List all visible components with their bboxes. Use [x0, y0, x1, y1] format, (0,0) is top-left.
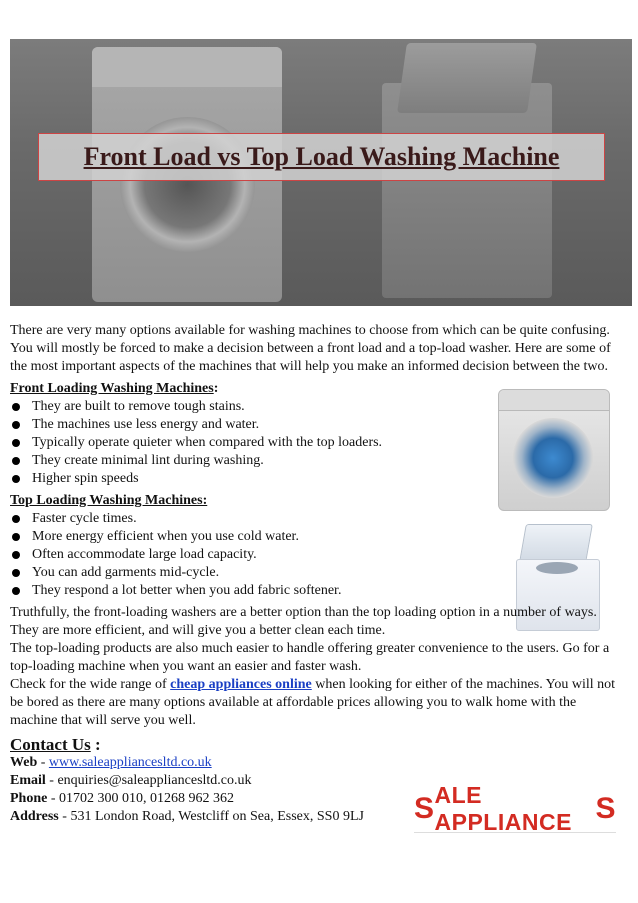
front-loading-heading-colon: : [213, 381, 219, 396]
phone-value: 01702 300 010, 01268 962 362 [59, 791, 235, 806]
website-link[interactable]: www.saleappliancesltd.co.uk [48, 755, 212, 770]
cheap-appliances-link[interactable]: cheap appliances online [170, 677, 312, 692]
conclusion-paragraph-3 [10, 676, 625, 730]
list-item: Faster cycle times. [10, 510, 625, 528]
separator: - [58, 809, 71, 824]
logo-text-middle: ALE APPLIANCE [434, 781, 572, 835]
logo-letter-last: S [595, 791, 616, 825]
conclusion-text-after-link: when looking for either of the machines. You will not be bored as there are many options available at affordable prices allowing you to walk home with the machine that will serve you well. [10, 677, 616, 728]
contact-heading-suffix: : [90, 735, 101, 754]
list-item: They are built to remove tough stains. [10, 398, 625, 416]
address-value: 531 London Road, Westcliff on Sea, Essex, SS0 9LJ [70, 809, 364, 824]
control-panel-graphic [92, 47, 282, 87]
front-loading-list [10, 398, 625, 488]
page-title: Front Load vs Top Load Washing Machine [83, 142, 560, 171]
list-item: They create minimal lint during washing. [10, 452, 625, 470]
top-loading-heading [10, 492, 625, 510]
address-label: Address [10, 809, 59, 824]
contact-heading-text: Contact Us [10, 735, 91, 754]
title-box [38, 133, 605, 181]
front-loading-heading-text: Front Loading Washing Machines [10, 381, 214, 396]
conclusion-paragraph-1: Truthfully, the front-loading washers are a better option than the top loading option in a number of ways. They are more efficient, and will give you a better clean each time. [10, 605, 597, 638]
conclusion-text-before-link: Check for the wide range of [10, 677, 171, 692]
list-item: Higher spin speeds [10, 470, 625, 488]
article-body [10, 322, 625, 826]
top-loading-list [10, 510, 625, 600]
separator: - [45, 773, 58, 788]
contact-heading [10, 736, 625, 754]
email-label: Email [10, 773, 46, 788]
list-item: Often accommodate large load capacity. [10, 546, 625, 564]
list-item: You can add garments mid-cycle. [10, 564, 625, 582]
list-item: Typically operate quieter when compared with the top loaders. [10, 434, 625, 452]
conclusion-paragraph-2: The top-loading products are also much easier to handle offering greater convenience to the users. Go for a top-loading machine when you want an easier and faster wash. [10, 641, 610, 674]
front-loading-heading [10, 380, 625, 398]
separator: - [47, 791, 60, 806]
list-item: More energy efficient when you use cold water. [10, 528, 625, 546]
lid-graphic [397, 43, 537, 113]
intro-paragraph: There are very many options available for washing machines to choose from which can be quite confusing. You will mostly be forced to make a decision between a front load and a top-load washer. Here are some of the most important aspects of the machines that will help you make an informed decision between the two. [10, 323, 611, 374]
phone-label: Phone [10, 791, 48, 806]
email-value: enquiries@saleappliancesltd.co.uk [57, 773, 252, 788]
top-load-machine-image [382, 83, 552, 298]
list-item: The machines use less energy and water. [10, 416, 625, 434]
logo-letter-first: S [414, 791, 435, 825]
sale-appliances-logo [414, 781, 616, 835]
web-label: Web [10, 755, 38, 770]
top-loading-heading-text: Top Loading Washing Machines: [10, 493, 208, 508]
separator: - [37, 755, 49, 770]
contact-web-line [10, 754, 625, 772]
list-item: They respond a lot better when you add fabric softener. [10, 582, 625, 600]
